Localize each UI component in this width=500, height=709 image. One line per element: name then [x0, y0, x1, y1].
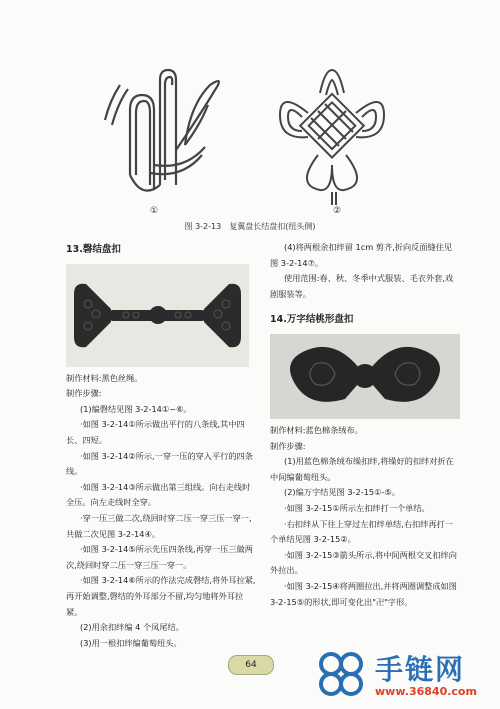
page-number: 64	[228, 655, 274, 675]
step-line: (1)用蓝色棉条绒布缲扣绊,将缲好的扣绊对折在中间编葡萄纽头。	[270, 456, 454, 482]
usage-range: 使用范围:春、秋、冬季中式服装、毛衣外套,戏剧服装等。	[270, 273, 454, 299]
step-line: ·如图 3-2-14①所示做出平行的八条线,其中四长、四短。	[66, 419, 245, 445]
step-line: ·如图 3-2-14③所示做出第三组线。向右走线时全压。向左走线时全穿。	[66, 481, 251, 508]
knot-drawing-1	[105, 70, 219, 191]
step-line: ·如图 3-2-15④将两圈拉出,并将两圈调整成如图 3-2-15⑤的形状,即可变化出"卍"字形。	[270, 580, 457, 607]
wanzi-knot-image	[270, 334, 460, 419]
site-watermark	[305, 640, 500, 709]
section-heading-13: 13.磬结盘扣	[66, 244, 121, 255]
right-column	[270, 240, 460, 610]
materials-14: 制作材料:蓝色棉条绒布。	[270, 424, 363, 435]
knot-illustration-figure	[90, 55, 390, 220]
steps-title-14: 制作步骤:	[270, 440, 306, 451]
qing-knot-image	[66, 264, 249, 367]
wanzi-knot-photo	[270, 334, 460, 419]
step-line: ·如图 3-2-14⑥所示的作法完成磬结,将外耳拉紧,再开始调整,磬结的外耳部分不留,均匀地将外耳拉紧。	[66, 575, 256, 617]
watermark-title: 手链网	[375, 653, 466, 686]
watermark-knot-logo-icon	[313, 646, 369, 702]
step-line: (4)将两根余扣绊留 1cm 剪齐,折向反面缝住见图 3-2-14⑦。	[270, 242, 453, 268]
step-line: (2)编万字结见图 3-2-15①-⑤。	[284, 487, 400, 498]
step-line: (1)编磬结见图 3-2-14①~⑥。	[80, 403, 192, 414]
step-line: ·右扣绊从下往上穿过左扣绊单结,右扣绊再打一个单结见图 3-2-15②。	[270, 518, 453, 545]
step-line: ·如图 3-2-15①所示左扣绊打一个单结。	[284, 502, 430, 513]
step-line: ·如图 3-2-14⑤所示先压四条线,再穿一压三做两次,绕回时穿二压一穿三压一穿一。	[66, 544, 253, 570]
watermark-url: www.36840.com	[375, 685, 477, 698]
step-line: ·如图 3-2-14②所示,一穿一压的穿入平行的四条线。	[66, 450, 253, 477]
figure-label-1: ①	[150, 206, 159, 216]
figure-label-2: ②	[333, 206, 342, 216]
step-line: (2)用余扣绊编 4 个凤尾结。	[80, 622, 184, 633]
left-column	[66, 240, 256, 651]
steps-title-13: 制作步骤:	[66, 388, 102, 399]
step-line: (3)用一根扣绊编葡萄纽头。	[80, 637, 182, 648]
figure-caption: 图 3-2-13 复翼盘长结盘扣(纽头侧)	[184, 222, 316, 231]
knot-drawing-2	[280, 70, 384, 205]
qing-knot-photo	[66, 264, 249, 367]
step-line: ·穿一压三做二次,绕回时穿二压一穿三压一穿一,共做二次见图 3-2-14④。	[66, 512, 252, 539]
section-heading-14: 14.万字结桃形盘扣	[270, 314, 354, 326]
step-line: ·如图 3-2-15③箭头所示,将中间两根交叉扣绊向外拉出。	[270, 549, 457, 576]
materials-13: 制作材料:黑色丝绳。	[66, 372, 143, 383]
